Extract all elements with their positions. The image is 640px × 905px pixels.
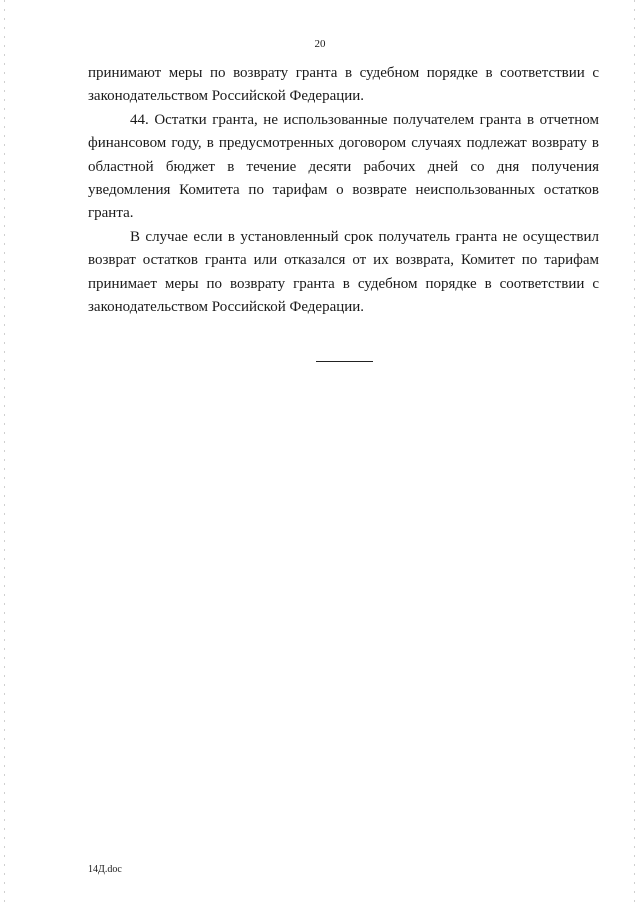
scan-edge-left: [4, 0, 5, 905]
paragraph-item-44: 44. Остатки гранта, не использованные получателем гранта в отчетном финансовом году, в предусмотренных договором случаях подлежат возврату в областной бюджет в течение десяти рабочих дней со дня получения уведомления Комитета по тарифам о возврате неиспользованных остатков гранта.: [88, 111, 599, 222]
page-number: 20: [314, 38, 326, 50]
end-separator-line: [316, 361, 373, 362]
paragraph-continuation: принимают меры по возврату гранта в судебном порядке в соответствии с законодательством Российской Федерации.: [88, 65, 599, 105]
document-body: [88, 62, 599, 319]
footer-filename: 14Д.doc: [88, 864, 122, 875]
paragraph-refund-failure: В случае если в установленный срок получатель гранта не осуществил возврат остатков гранта или отказался от их возврата, Комитет по тарифам принимает меры по возврату гранта в судебном порядке в соответствии с законодательством Российской Федерации.: [88, 228, 599, 316]
scan-edge-right: [634, 0, 635, 905]
